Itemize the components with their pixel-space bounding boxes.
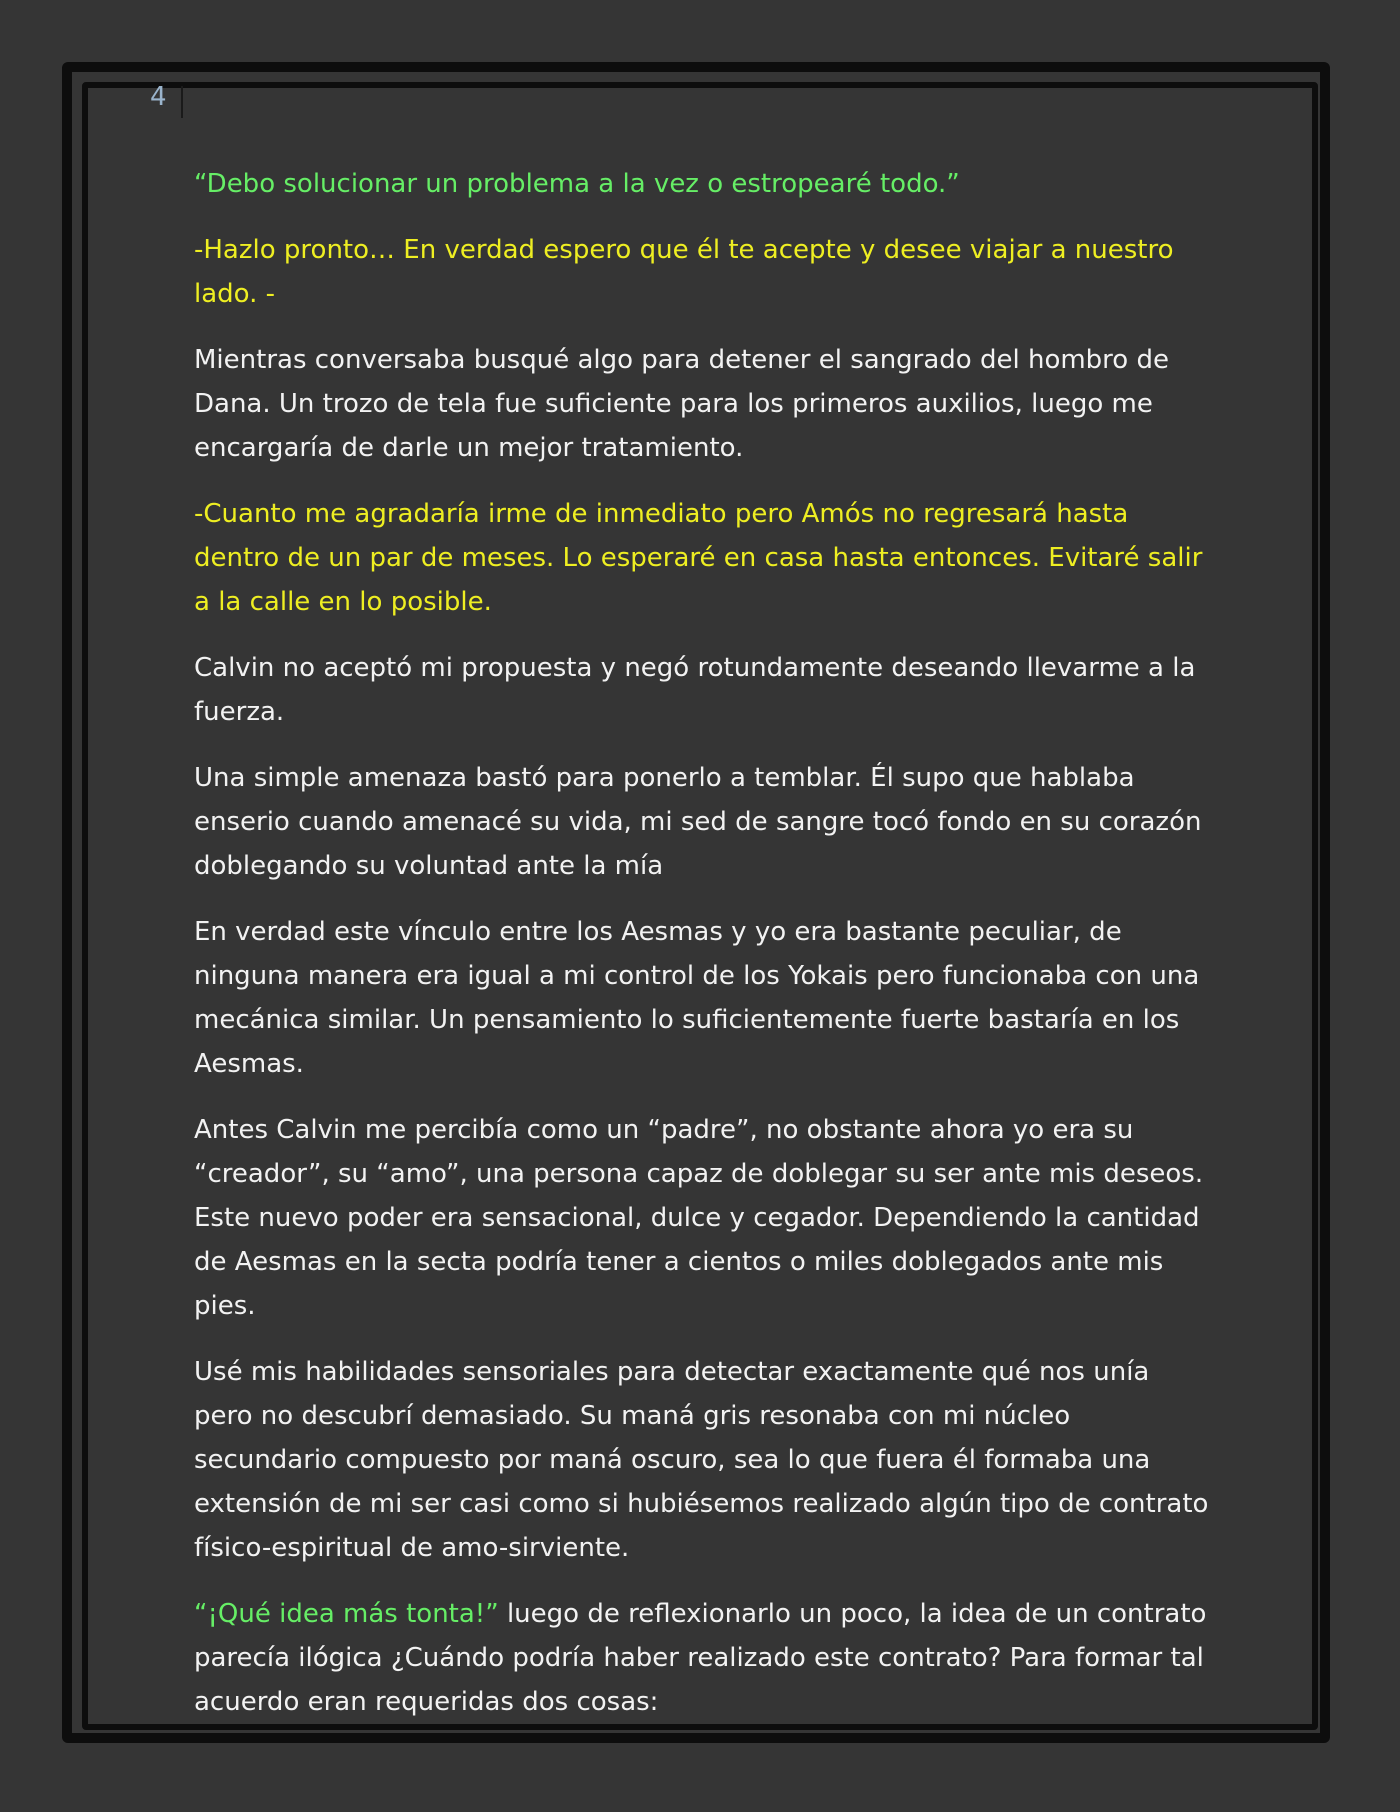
inline-thought: “¡Qué idea más tonta!”	[194, 1599, 499, 1629]
paragraph-narration-tail: luego de reflexionarlo un poco, la idea de un contrato parecía ilógica ¿Cuándo podría haber realizado este contrato? Para formar tal acuerdo eran requeridas dos cosas:	[194, 1599, 1207, 1717]
paragraph-narration: Calvin no aceptó mi propuesta y negó rotundamente deseando llevarme a la fuerza.	[194, 653, 1196, 727]
paragraph-dialogue: -Cuanto me agradaría irme de inmediato pero Amós no regresará hasta dentro de un par de meses. Lo esperaré en casa hasta entonces. Evitaré salir a la calle en lo posible.	[194, 499, 1203, 617]
paragraph-narration: Usé mis habilidades sensoriales para detectar exactamente qué nos unía pero no descubrí demasiado. Su maná gris resonaba con mi núcleo secundario compuesto por maná oscuro, sea lo que fuera él formaba una extensión de mi ser casi como si hubiésemos realizado algún tipo de contrato físico-espiritual de amo-sirviente.	[194, 1357, 1209, 1563]
paragraph-narration: Mientras conversaba busqué algo para detener el sangrado del hombro de Dana. Un trozo de tela fue suficiente para los primeros auxilios, luego me encargaría de darle un mejor tratamiento.	[194, 345, 1169, 463]
paragraph-narration: Una simple amenaza bastó para ponerlo a temblar. Él supo que hablaba enserio cuando amenacé su vida, mi sed de sangre tocó fondo en su corazón doblegando su voluntad ante la mía	[194, 763, 1202, 881]
paragraph-dialogue: -Hazlo pronto… En verdad espero que él te acepte y desee viajar a nuestro lado. -	[194, 235, 1174, 309]
paragraph-thought: “Debo solucionar un problema a la vez o estropearé todo.”	[194, 169, 960, 199]
page-number: 4	[150, 82, 167, 112]
paragraph-narration: En verdad este vínculo entre los Aesmas y yo era bastante peculiar, de ninguna manera era igual a mi control de los Yokais pero funcionaba con una mecánica similar. Un pensamiento lo suficientemente fuerte bastaría en los Aesmas.	[194, 917, 1200, 1079]
page-body	[194, 162, 1214, 1746]
page-number-divider	[181, 86, 183, 118]
paragraph-mixed	[194, 1592, 1214, 1724]
paragraph-narration: Antes Calvin me percibía como un “padre”, no obstante ahora yo era su “creador”, su “amo”, una persona capaz de doblegar su ser ante mis deseos. Este nuevo poder era sensacional, dulce y cegador. Dependiendo la cantidad de Aesmas en la secta podría tener a cientos o miles doblegados ante mis pies.	[194, 1115, 1204, 1321]
